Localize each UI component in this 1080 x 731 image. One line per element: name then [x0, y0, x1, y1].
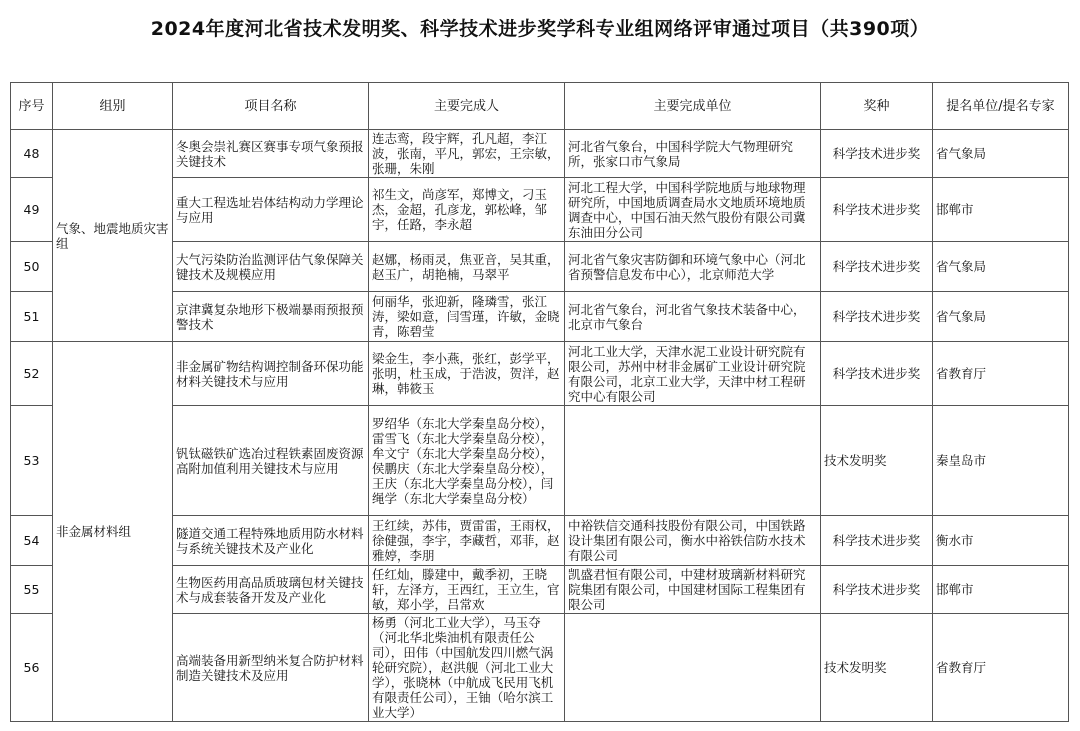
nominator: 省气象局 [933, 130, 1069, 178]
nominator: 衡水市 [933, 516, 1069, 566]
nominator: 秦皇岛市 [933, 406, 1069, 516]
project-name: 非金属矿物结构调控制备环保功能材料关键技术与应用 [173, 342, 369, 406]
project-name: 京津冀复杂地形下极端暴雨预报预警技术 [173, 292, 369, 342]
group-cell: 非金属材料组 [53, 342, 173, 722]
row-no: 51 [11, 292, 53, 342]
project-name: 冬奥会崇礼赛区赛事专项气象预报关键技术 [173, 130, 369, 178]
main-people: 何丽华，张迎新，隆璘雪，张江涛，梁如意，闫雪瑾，许敏，金晓青，陈碧莹 [369, 292, 565, 342]
header-name: 项目名称 [173, 83, 369, 130]
main-people: 连志鸾，段宇辉，孔凡超，李江波，张南，平凡，郭宏，王宗敏，张珊，朱刚 [369, 130, 565, 178]
main-people: 王红续，苏伟，贾雷雷，王雨权，徐健强，李宇，李藏哲，邓菲，赵雅婷，李朋 [369, 516, 565, 566]
project-name: 大气污染防治监测评估气象保障关键技术及规模应用 [173, 242, 369, 292]
header-row [11, 83, 1069, 130]
row-no: 52 [11, 342, 53, 406]
page-title: 2024年度河北省技术发明奖、科学技术进步奖学科专业组网络评审通过项目（共390项） [150, 18, 930, 40]
main-people: 罗绍华（东北大学秦皇岛分校），雷雪飞（东北大学秦皇岛分校），牟文宁（东北大学秦皇岛分校），侯鹏庆（东北大学秦皇岛分校），王庆（东北大学秦皇岛分校），闫绳学（东北大学秦皇岛分校） [369, 406, 565, 516]
award-type: 科学技术进步奖 [821, 242, 933, 292]
row-no: 54 [11, 516, 53, 566]
row-no: 49 [11, 178, 53, 242]
row-no: 50 [11, 242, 53, 292]
award-type: 科学技术进步奖 [821, 178, 933, 242]
header-nominator: 提名单位/提名专家 [933, 83, 1069, 130]
row-no: 48 [11, 130, 53, 178]
award-type: 科学技术进步奖 [821, 342, 933, 406]
table-row [11, 342, 1069, 406]
main-people: 任红灿，滕建中，戴季初，王晓轩，左泽方，王西红，王立生，官敏，郑小学，吕常欢 [369, 566, 565, 614]
nominator: 省气象局 [933, 292, 1069, 342]
main-units: 河北工业大学，天津水泥工业设计研究院有限公司，苏州中材非金属矿工业设计研究院有限公司，北京工业大学，天津中材工程研究中心有限公司 [565, 342, 821, 406]
project-name: 钒钛磁铁矿选冶过程铁素固废资源高附加值利用关键技术与应用 [173, 406, 369, 516]
main-units: 中裕铁信交通科技股份有限公司，中国铁路设计集团有限公司，衡水中裕铁信防水技术有限公司 [565, 516, 821, 566]
main-units: 河北省气象灾害防御和环境气象中心（河北省预警信息发布中心），北京师范大学 [565, 242, 821, 292]
table-row [11, 130, 1069, 178]
main-units: 凯盛君恒有限公司，中建材玻璃新材料研究院集团有限公司，中国建材国际工程集团有限公司 [565, 566, 821, 614]
award-type: 科学技术进步奖 [821, 516, 933, 566]
award-type: 技术发明奖 [821, 614, 933, 722]
award-type: 技术发明奖 [821, 406, 933, 516]
main-units: 河北省气象台，中国科学院大气物理研究所，张家口市气象局 [565, 130, 821, 178]
project-name: 高端装备用新型纳米复合防护材料制造关键技术及应用 [173, 614, 369, 722]
row-no: 53 [11, 406, 53, 516]
header-people: 主要完成人 [369, 83, 565, 130]
nominator: 省气象局 [933, 242, 1069, 292]
main-units [565, 406, 821, 516]
projects-table [10, 82, 1069, 722]
main-units: 河北工程大学，中国科学院地质与地球物理研究所，中国地质调查局水文地质环境地质调查中心，中国石油天然气股份有限公司冀东油田分公司 [565, 178, 821, 242]
award-type: 科学技术进步奖 [821, 292, 933, 342]
project-name: 生物医药用高品质玻璃包材关键技术与成套装备开发及产业化 [173, 566, 369, 614]
main-people: 杨勇（河北工业大学），马玉夺（河北华北柴油机有限责任公司），田伟（中国航发四川燃气涡轮研究院），赵洪舰（河北工业大学），张晓林（中航成飞民用飞机有限责任公司），王铀（哈尔滨工业大学） [369, 614, 565, 722]
nominator: 省教育厅 [933, 342, 1069, 406]
header-award: 奖种 [821, 83, 933, 130]
nominator: 省教育厅 [933, 614, 1069, 722]
header-no: 序号 [11, 83, 53, 130]
header-group: 组别 [53, 83, 173, 130]
award-type: 科学技术进步奖 [821, 566, 933, 614]
nominator: 邯郸市 [933, 566, 1069, 614]
group-cell: 气象、地震地质灾害组 [53, 130, 173, 342]
nominator: 邯郸市 [933, 178, 1069, 242]
project-name: 隧道交通工程特殊地质用防水材料与系统关键技术及产业化 [173, 516, 369, 566]
header-units: 主要完成单位 [565, 83, 821, 130]
main-people: 梁金生，李小燕，张红，彭学平，张明，杜玉成，于浩波，贺洋，赵琳，韩筱玉 [369, 342, 565, 406]
main-units [565, 614, 821, 722]
main-people: 赵娜，杨雨灵，焦亚音，吴其重，赵玉广，胡艳楠，马翠平 [369, 242, 565, 292]
project-name: 重大工程选址岩体结构动力学理论与应用 [173, 178, 369, 242]
main-people: 祁生文，尚彦军，郑博文，刁玉杰，金超，孔彦龙，郭松峰，邹宇，任路，李永超 [369, 178, 565, 242]
main-units: 河北省气象台，河北省气象技术装备中心，北京市气象台 [565, 292, 821, 342]
row-no: 56 [11, 614, 53, 722]
award-type: 科学技术进步奖 [821, 130, 933, 178]
row-no: 55 [11, 566, 53, 614]
